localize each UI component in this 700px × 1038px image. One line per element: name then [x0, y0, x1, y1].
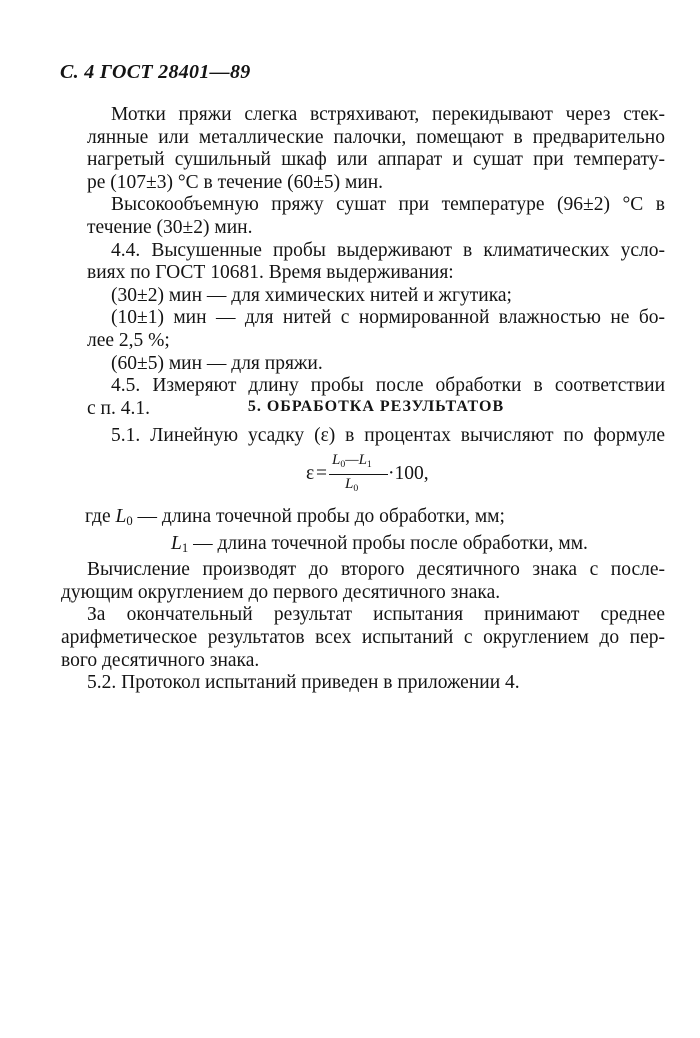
paragraph-line: Высокообъемную пряжу сушат при температуре (96±2) °С в [111, 194, 665, 216]
text-block-top [87, 104, 665, 420]
text-block-bottom [61, 506, 665, 695]
formula-numerator: $L_0—L_1$ [332, 452, 372, 470]
paragraph-line: Вычисление производят до второго десятичного знака с после- [87, 559, 665, 581]
variable-definition: $L_1$ — длина точечной пробы после обработки, мм. [171, 532, 588, 555]
paragraph-line: вого десятичного знака. [61, 649, 260, 671]
formula-lhs: ε [306, 463, 315, 484]
paragraph-line: (60±5) мин — для пряжи. [111, 352, 323, 374]
section-title: 5. ОБРАБОТКА РЕЗУЛЬТАТОВ [247, 398, 505, 415]
paragraph-line: 4.5. Измеряют длину пробы после обработки в соответствии [111, 375, 665, 397]
paragraph-line: 4.4. Высушенные пробы выдерживают в климатических усло- [111, 239, 665, 261]
formula-denominator: $L_0$ [345, 476, 359, 494]
paragraph-line: с п. 4.1. [87, 397, 150, 419]
formula-equals: = [316, 463, 327, 484]
paragraph-line: нагретый сушильный шкаф или аппарат и сушат при температу- [87, 149, 665, 171]
fraction-bar [329, 474, 388, 475]
paragraph-line: 5.1. Линейную усадку (ε) в процентах вычисляют по формуле [111, 425, 665, 446]
page-header: С. 4 ГОСТ 28401—89 [60, 61, 251, 83]
paragraph-line: (10±1) мин — для нитей с нормированной влажностью не бо- [111, 307, 665, 329]
paragraph-line: (30±2) мин — для химических нитей и жгутика; [111, 284, 512, 306]
paragraph-line: ре (107±3) °С в течение (60±5) мин. [87, 171, 384, 193]
formula-multiplier: ·100, [388, 463, 429, 484]
paragraph-line: 5.2. Протокол испытаний приведен в приложении 4. [87, 672, 520, 694]
variable-definition: где $L_0$ — длина точечной пробы до обработки, мм; [85, 506, 505, 528]
paragraph-line: дующим округлением до первого десятичного знака. [61, 581, 501, 603]
paragraph-line: арифметическое результатов всех испытаний с округлением до пер- [61, 626, 665, 648]
paragraph-line: виях по ГОСТ 10681. Время выдерживания: [87, 262, 454, 284]
paragraph-line: течение (30±2) мин. [87, 216, 253, 238]
paragraph-line: лянные или металлические палочки, помещают в предварительно [87, 126, 665, 148]
paragraph-line: Мотки пряжи слегка встряхивают, перекидывают через стек- [111, 104, 665, 125]
paragraph-line: лее 2,5 %; [87, 329, 170, 351]
text-block-formula-intro [87, 425, 665, 448]
paragraph-line: За окончательный результат испытания принимают среднее [87, 604, 665, 626]
